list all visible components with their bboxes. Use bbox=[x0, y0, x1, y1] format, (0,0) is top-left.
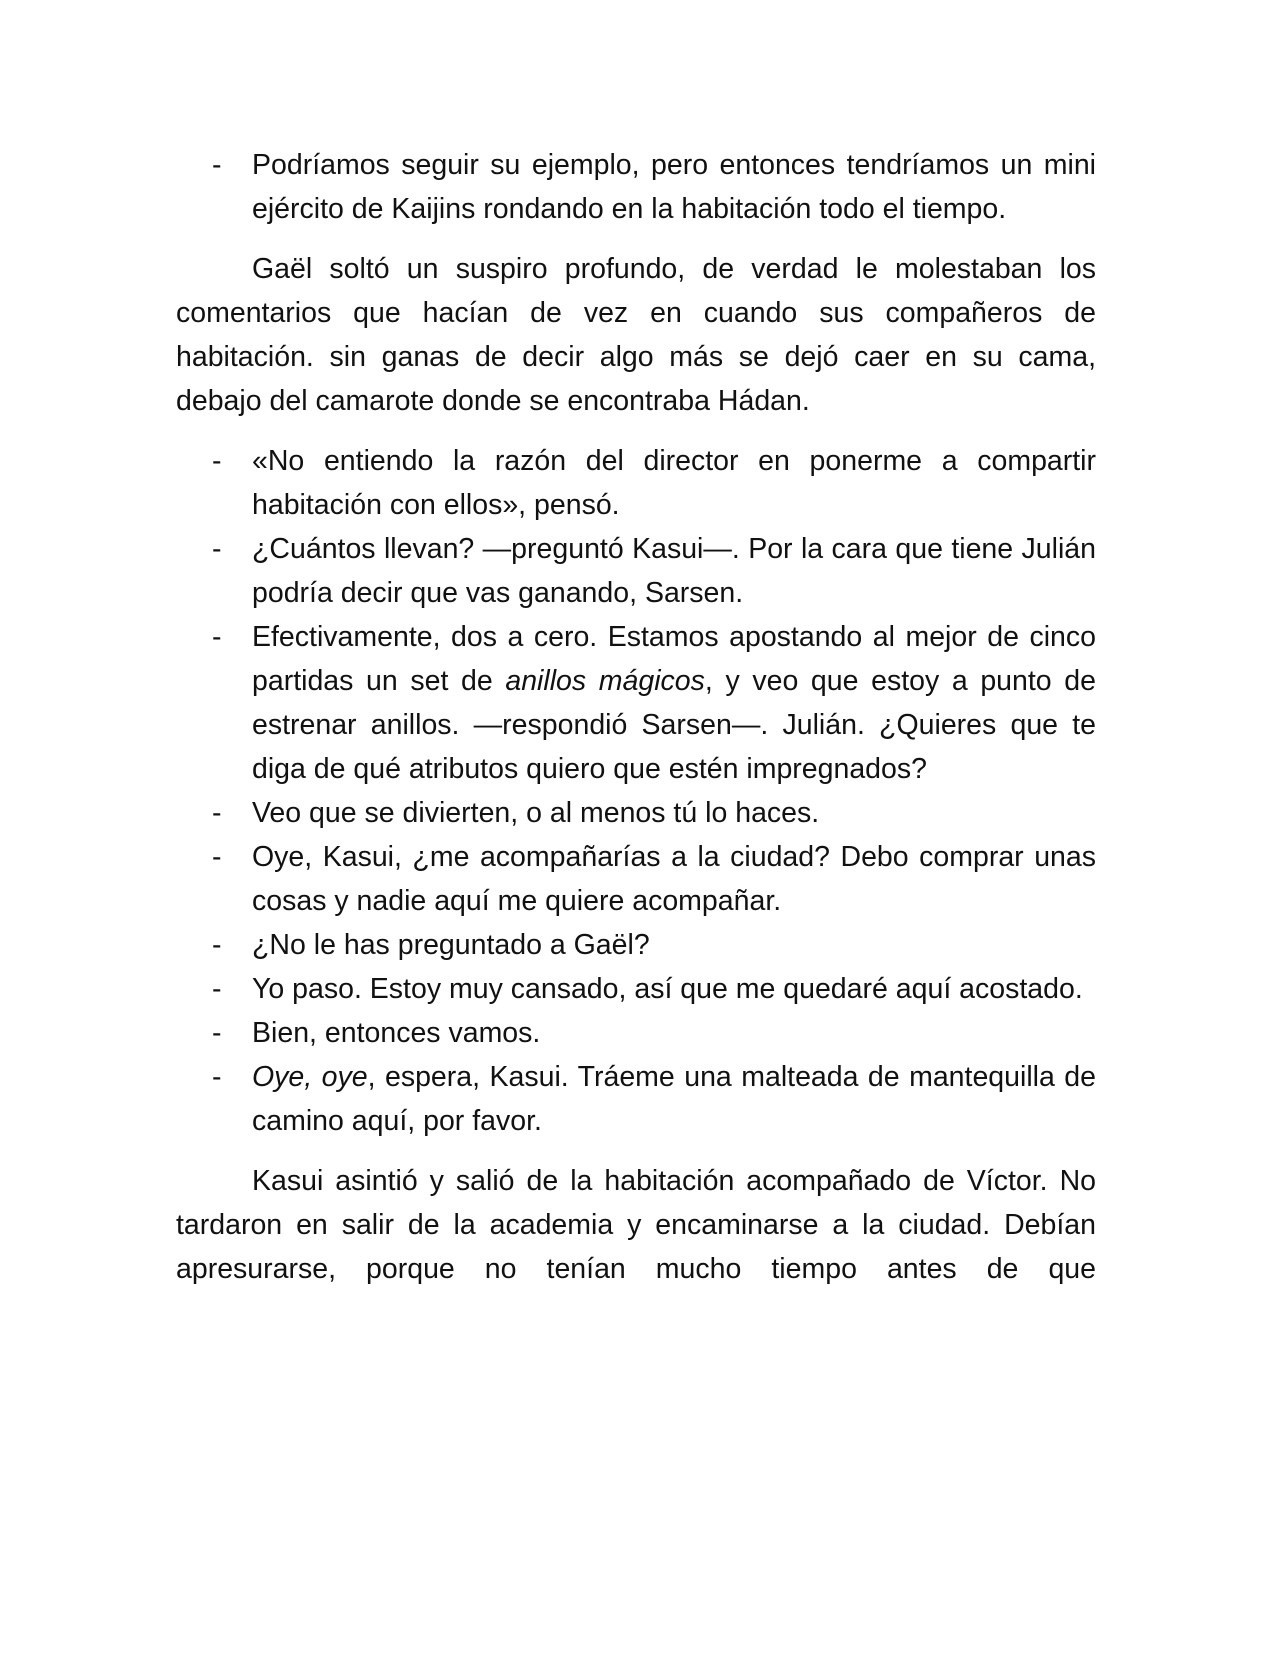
dialogue-italic-text: Oye, oye bbox=[252, 1061, 368, 1093]
dialogue-text: Oye, Kasui, ¿me acompañarías a la ciudad? Debo comprar unas cosas y nadie aquí me quiere acompañar. bbox=[252, 841, 1096, 917]
narrative-paragraph-1: Gaël soltó un suspiro profundo, de verdad le molestaban los comentarios que hacían de vez en cuando sus compañeros de habitación. sin ganas de decir algo más se dejó caer en su cama, debajo del camarote donde se encontraba Hádan. bbox=[176, 253, 1096, 417]
dialogue-dash: - bbox=[212, 929, 222, 961]
dialogue-line bbox=[176, 615, 1096, 791]
dialogue-line bbox=[176, 143, 1096, 231]
dialogue-dash: - bbox=[212, 1017, 222, 1049]
dialogue-line bbox=[176, 439, 1096, 527]
dialogue-line bbox=[176, 527, 1096, 615]
page-content bbox=[176, 143, 1096, 1307]
dialogue-dash: - bbox=[212, 621, 222, 653]
dialogue-dash: - bbox=[212, 1061, 222, 1093]
dialogue-dash: - bbox=[212, 973, 222, 1005]
dialogue-text: Yo paso. Estoy muy cansado, así que me quedaré aquí acostado. bbox=[252, 973, 1083, 1005]
dialogue-list-2 bbox=[176, 439, 1096, 1143]
narrative-paragraph-2: Kasui asintió y salió de la habitación acompañado de Víctor. No tardaron en salir de la academia y encaminarse a la ciudad. Debían apresurarse, porque no tenían mucho tiempo antes de que bbox=[176, 1165, 1096, 1285]
dialogue-dash: - bbox=[212, 797, 222, 829]
dialogue-text: ¿Cuántos llevan? —preguntó Kasui—. Por la cara que tiene Julián podría decir que vas ganando, Sarsen. bbox=[252, 533, 1096, 609]
dialogue-text: , y veo que estoy a punto de estrenar anillos. —respondió Sarsen—. Julián. ¿Quieres que te diga de qué atributos quiero que estén impregnados? bbox=[252, 665, 1096, 785]
dialogue-italic-text: anillos mágicos bbox=[505, 665, 705, 697]
dialogue-text: Veo que se divierten, o al menos tú lo haces. bbox=[252, 797, 820, 829]
dialogue-text: Bien, entonces vamos. bbox=[252, 1017, 541, 1049]
dialogue-text: , espera, Kasui. Tráeme una malteada de mantequilla de camino aquí, por favor. bbox=[252, 1061, 1096, 1137]
dialogue-text: Efectivamente, dos a cero. Estamos apostando al mejor de cinco partidas un set de bbox=[252, 621, 1096, 697]
dialogue-text: «No entiendo la razón del director en ponerme a compartir habitación con ellos», pensó. bbox=[252, 445, 1096, 521]
dialogue-dash: - bbox=[212, 841, 222, 873]
dialogue-line bbox=[176, 967, 1096, 1011]
dialogue-dash: - bbox=[212, 445, 222, 477]
dialogue-list-1 bbox=[176, 143, 1096, 231]
dialogue-line bbox=[176, 835, 1096, 923]
dialogue-text: Podríamos seguir su ejemplo, pero entonces tendríamos un mini ejército de Kaijins rondando en la habitación todo el tiempo. bbox=[252, 149, 1096, 225]
dialogue-line bbox=[176, 1011, 1096, 1055]
dialogue-text: ¿No le has preguntado a Gaël? bbox=[252, 929, 650, 961]
dialogue-dash: - bbox=[212, 533, 222, 565]
dialogue-line bbox=[176, 1055, 1096, 1143]
dialogue-dash: - bbox=[212, 149, 222, 181]
dialogue-line bbox=[176, 923, 1096, 967]
dialogue-line bbox=[176, 791, 1096, 835]
